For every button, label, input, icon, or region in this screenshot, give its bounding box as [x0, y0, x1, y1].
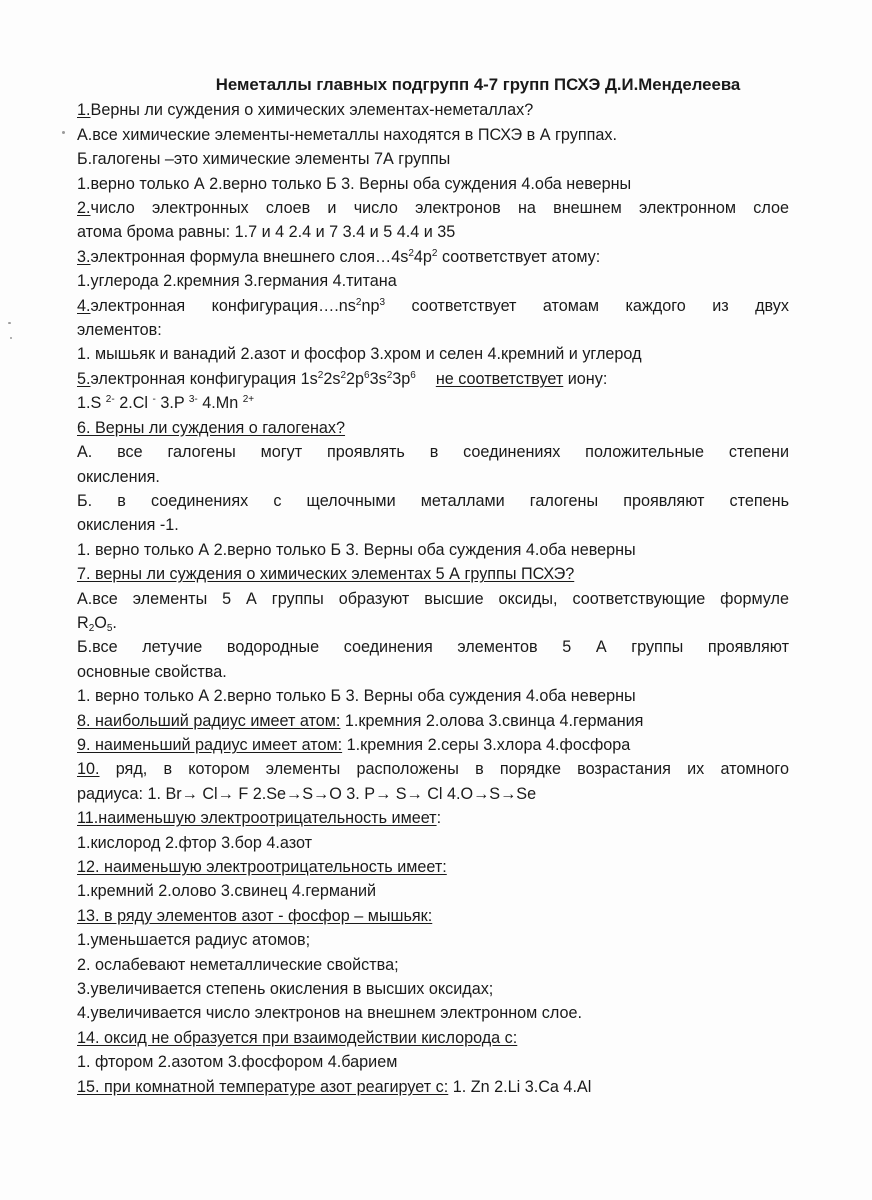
formula-superscript: 2	[317, 369, 324, 381]
answer-option: 2. ослабевают неметаллические свойства;	[77, 955, 399, 974]
formula-text: O	[94, 613, 107, 632]
statement-b: Б.галогены –это химические элементы 7А группы	[77, 150, 451, 169]
question-label: 11.наименьшую электроотрицательность имеет	[77, 809, 437, 828]
question-text: соответствует атому:	[437, 247, 601, 266]
statement-a-formula	[77, 611, 789, 635]
answer-options: 1.верно только А 2.верно только Б 3. Верны оба суждения 4.оба неверны	[77, 174, 632, 193]
question-number: 2.	[77, 199, 91, 218]
statement-b: Б.все летучие водородные соединения элементов 5 А группы проявляют	[77, 638, 789, 657]
ion-charge: 3-	[188, 394, 198, 406]
question-number: 4.	[77, 296, 91, 315]
statement-b-continuation: окисления -1.	[77, 516, 179, 535]
formula-superscript: 6	[410, 369, 416, 381]
question-11	[77, 806, 789, 830]
question-10	[77, 757, 789, 781]
statement-b-continuation: основные свойства.	[77, 662, 227, 681]
formula-superscript: 2	[355, 296, 362, 308]
ion-charge: 2+	[242, 394, 255, 406]
question-2	[77, 196, 789, 220]
formula-text: 2s	[323, 369, 341, 388]
answer-options: 1. верно только А 2.верно только Б 3. Верны оба суждения 4.оба неверны	[77, 687, 636, 706]
formula-text: электронная формула внешнего слоя…4s	[90, 247, 409, 266]
question-number: 5.	[77, 369, 91, 388]
answer-options: 1.углерода 2.кремния 3.германия 4.титана	[77, 272, 397, 291]
ion-charge: 2-	[105, 394, 115, 406]
question-number: 1.	[77, 101, 91, 120]
formula-superscript: 6	[364, 369, 370, 381]
formula-text: 2p	[346, 369, 365, 388]
question-text: число электронных слоев и число электронов на внешнем электронном слое	[90, 199, 789, 218]
statement-a: А. все галогены могут проявлять в соединениях положительные степени	[77, 443, 789, 462]
question-4	[77, 294, 789, 318]
question-7: 7. верны ли суждения о химических элементах 5 А группы ПСХЭ?	[77, 565, 575, 584]
question-5	[77, 367, 789, 391]
question-number: 10.	[77, 760, 100, 779]
question-text: ряд, в котором элементы расположены в порядке возрастания их атомного	[99, 760, 789, 779]
question-6: 6. Верны ли суждения о галогенах?	[77, 418, 346, 437]
ion-charge: -	[152, 394, 156, 406]
statement-a-continuation: окисления.	[77, 467, 160, 486]
formula-superscript: 2	[386, 369, 393, 381]
statement-a: А.все химические элементы-неметаллы находятся в ПСХЭ в А группах.	[77, 125, 617, 144]
question-3	[77, 245, 789, 269]
formula-subscript: 5	[106, 622, 113, 634]
question-text: иону:	[563, 369, 608, 388]
formula-text: электронная конфигурация….ns	[90, 296, 356, 315]
formula-text: электронная конфигурация 1s	[90, 369, 318, 388]
statement-b: Б. в соединениях с щелочными металлами галогены проявляют степень	[77, 491, 789, 510]
scan-speck	[10, 337, 12, 339]
answer-option: 4.увеличивается число электронов на внешнем электронном слое.	[77, 1004, 582, 1023]
question-10-options: радиуса: 1. Br→ Cl→ F 2.Se→S→O 3. P→ S→ Cl 4.O→S→Se	[77, 784, 537, 803]
ion-option: 4.Mn	[197, 394, 243, 413]
question-2-options: атома брома равны: 1.7 и 4 2.4 и 7 3.4 и 5 4.4 и 35	[77, 223, 456, 242]
question-14: 14. оксид не образуется при взаимодействии кислорода с:	[77, 1028, 518, 1047]
answer-options: 1.кремний 2.олово 3.свинец 4.германий	[77, 882, 377, 901]
question-label: 15. при комнатной температуре азот реагирует с:	[77, 1077, 449, 1096]
worksheet-title: Неметаллы главных подгрупп 4-7 групп ПСХЭ Д.И.Менделеева	[215, 75, 741, 94]
answer-options: 1. Zn 2.Li 3.Ca 4.Al	[448, 1077, 592, 1096]
question-12: 12. наименьшую электроотрицательность имеет:	[77, 858, 447, 876]
formula-text: .	[112, 613, 117, 632]
formula-text: 3p	[392, 369, 411, 388]
worksheet-body	[77, 73, 789, 1099]
question-number: 3.	[77, 247, 91, 266]
question-4-continuation: элементов:	[77, 321, 162, 340]
question-label: 9. наименьший радиус имеет атом:	[77, 735, 343, 754]
formula-subscript: 2	[88, 622, 95, 634]
statement-a: А.все элементы 5 А группы образуют высшие оксиды, соответствующие формуле	[77, 589, 789, 608]
scan-speck	[8, 322, 11, 324]
answer-options: 1. верно только А 2.верно только Б 3. Верны оба суждения 4.оба неверны	[77, 540, 636, 559]
formula-text: np	[361, 296, 380, 315]
question-text: соответствует атомам каждого из двух	[385, 296, 789, 315]
question-15	[77, 1075, 789, 1099]
formula-text: R	[77, 613, 89, 632]
question-13: 13. в ряду элементов азот - фосфор – мышьяк:	[77, 906, 433, 925]
question-9	[77, 733, 789, 757]
formula-text: 3s	[369, 369, 387, 388]
formula-superscript: 2	[431, 247, 438, 259]
formula-superscript: 2	[408, 247, 414, 259]
formula-superscript: 3	[379, 296, 386, 308]
question-colon: :	[436, 809, 442, 828]
question-label: 8. наибольший радиус имеет атом:	[77, 711, 341, 730]
formula-text: 4p	[413, 247, 432, 266]
answer-options	[77, 391, 789, 415]
answer-options: 1.кремния 2.серы 3.хлора 4.фосфора	[342, 735, 631, 754]
negation-text: не соответствует	[435, 369, 564, 388]
answer-options: 1. фтором 2.азотом 3.фосфором 4.барием	[77, 1053, 398, 1072]
answer-option: 3.увеличивается степень окисления в высших оксидах;	[77, 980, 494, 999]
scan-speck	[62, 131, 65, 134]
answer-options: 1.кислород 2.фтор 3.бор 4.азот	[77, 833, 313, 852]
answer-options: 1.кремния 2.олова 3.свинца 4.германия	[340, 711, 644, 730]
ion-option: 2.Cl	[114, 394, 153, 413]
ion-option: 3.P	[155, 394, 189, 413]
question-1	[77, 98, 789, 122]
formula-superscript: 2	[340, 369, 346, 381]
answer-options: 1. мышьяк и ванадий 2.азот и фосфор 3.хром и селен 4.кремний и углерод	[77, 345, 642, 364]
answer-option: 1.уменьшается радиус атомов;	[77, 931, 311, 950]
ion-option: 1.S	[77, 394, 106, 413]
question-8	[77, 709, 789, 733]
question-text: Верны ли суждения о химических элементах-неметаллах?	[90, 101, 534, 120]
